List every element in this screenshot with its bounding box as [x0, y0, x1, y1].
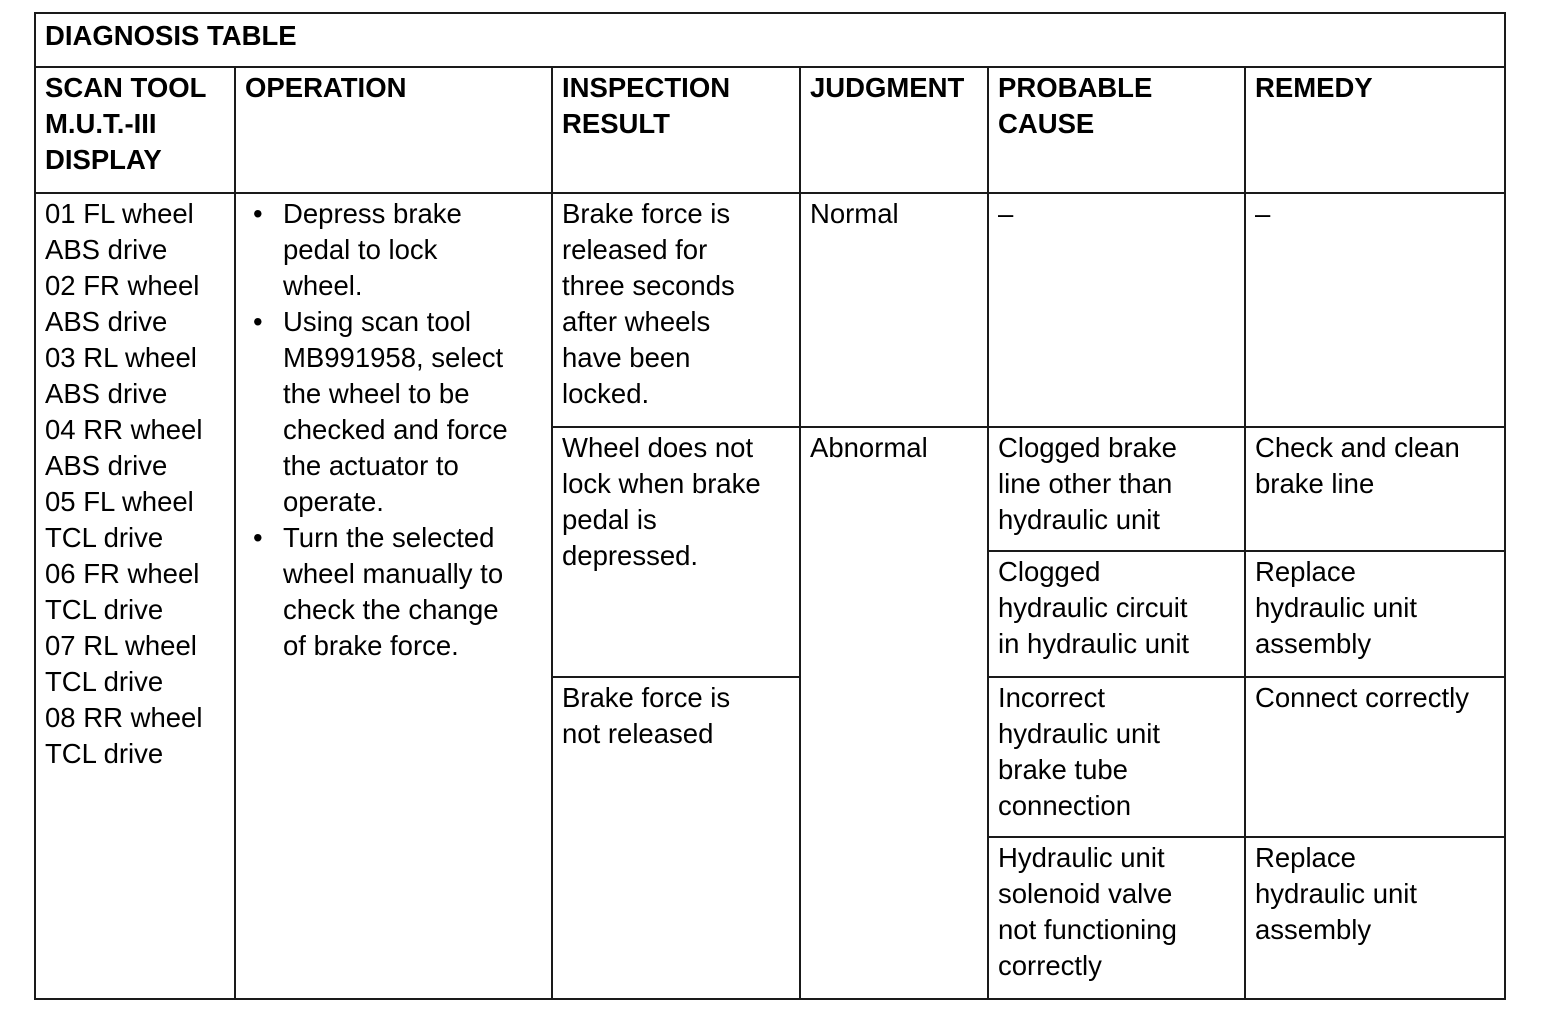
- cause-line: hydraulic unit: [998, 504, 1161, 535]
- cause-line: Incorrect: [998, 682, 1105, 713]
- cause-line: hydraulic unit: [998, 718, 1161, 749]
- scan-display-line: TCL drive: [45, 738, 164, 769]
- operation-line: check the change: [283, 594, 499, 625]
- operation-line: of brake force.: [283, 630, 459, 661]
- diagnosis-table: [34, 12, 1506, 1000]
- cause-cell: [988, 427, 1245, 551]
- result-line: after wheels: [562, 306, 711, 337]
- operation-line: MB991958, select: [283, 342, 504, 373]
- header-judgment: JUDGMENT: [800, 67, 988, 193]
- result-line: pedal is: [562, 504, 657, 535]
- remedy-line: hydraulic unit: [1255, 592, 1418, 623]
- cause-line: not functioning: [998, 914, 1177, 945]
- scan-display-line: TCL drive: [45, 666, 164, 697]
- remedy-cell: [1245, 551, 1505, 677]
- header-cause-line: CAUSE: [998, 108, 1095, 139]
- operation-step: [283, 304, 543, 520]
- header-inspection-line: INSPECTION: [562, 72, 731, 103]
- result-line: Brake force is: [562, 198, 731, 229]
- header-scan-tool-line: M.U.T.-III: [45, 108, 157, 139]
- cause-cell: [988, 677, 1245, 837]
- result-line: depressed.: [562, 540, 699, 571]
- scan-display-line: TCL drive: [45, 594, 164, 625]
- operation-line: pedal to lock: [283, 234, 438, 265]
- operation-line: • Depress brake: [283, 198, 462, 229]
- cause-normal: –: [988, 193, 1245, 427]
- cause-line: Clogged: [998, 556, 1101, 587]
- scan-display-line: 03 RL wheel: [45, 342, 197, 373]
- cause-line: correctly: [998, 950, 1102, 981]
- operation-line: • Using scan tool: [283, 306, 472, 337]
- operation-line: the actuator to: [283, 450, 459, 481]
- remedy-cell: [1245, 427, 1505, 551]
- remedy-line: Connect correctly: [1255, 682, 1469, 713]
- operation-line: the wheel to be: [283, 378, 470, 409]
- scan-display-line: 02 FR wheel: [45, 270, 200, 301]
- operation-line: • Turn the selected: [283, 522, 495, 553]
- cause-line: brake tube: [998, 754, 1128, 785]
- scan-display-line: ABS drive: [45, 234, 168, 265]
- remedy-line: hydraulic unit: [1255, 878, 1418, 909]
- cause-line: solenoid valve: [998, 878, 1173, 909]
- header-scan-tool-line: SCAN TOOL: [45, 72, 207, 103]
- scan-display-line: TCL drive: [45, 522, 164, 553]
- table-row: [35, 193, 1505, 427]
- operation-line: operate.: [283, 486, 384, 517]
- cause-line: line other than: [998, 468, 1173, 499]
- header-operation: OPERATION: [235, 67, 552, 193]
- header-inspection-result: [552, 67, 800, 193]
- header-remedy: REMEDY: [1245, 67, 1505, 193]
- result-line: Wheel does not: [562, 432, 754, 463]
- operation-step: [283, 520, 543, 664]
- remedy-normal: –: [1245, 193, 1505, 427]
- operation-step: [283, 196, 543, 304]
- scan-display-line: 08 RR wheel: [45, 702, 203, 733]
- remedy-line: Replace: [1255, 842, 1356, 873]
- header-scan-tool: [35, 67, 235, 193]
- judgment-normal: Normal: [800, 193, 988, 427]
- scan-display-line: 07 RL wheel: [45, 630, 197, 661]
- remedy-cell: [1245, 837, 1505, 999]
- remedy-line: assembly: [1255, 914, 1372, 945]
- scan-display-line: 04 RR wheel: [45, 414, 203, 445]
- header-scan-tool-line: DISPLAY: [45, 144, 162, 175]
- cause-line: hydraulic circuit: [998, 592, 1188, 623]
- scan-display-line: ABS drive: [45, 450, 168, 481]
- result-line: have been: [562, 342, 691, 373]
- operation-line: wheel.: [283, 270, 363, 301]
- header-probable-cause: [988, 67, 1245, 193]
- result-line: released for: [562, 234, 708, 265]
- operation-line: wheel manually to: [283, 558, 504, 589]
- cause-cell: [988, 837, 1245, 999]
- remedy-line: assembly: [1255, 628, 1372, 659]
- scan-display-line: ABS drive: [45, 306, 168, 337]
- judgment-abnormal: Abnormal: [800, 427, 988, 999]
- result-cell-normal: [552, 193, 800, 427]
- cause-line: Hydraulic unit: [998, 842, 1165, 873]
- result-cell-not-released: [552, 677, 800, 999]
- cause-cell: [988, 551, 1245, 677]
- remedy-line: Check and clean: [1255, 432, 1460, 463]
- table-title: DIAGNOSIS TABLE: [35, 13, 1505, 67]
- cause-line: in hydraulic unit: [998, 628, 1190, 659]
- cause-line: Clogged brake: [998, 432, 1177, 463]
- scan-display-line: 05 FL wheel: [45, 486, 194, 517]
- result-line: not released: [562, 718, 714, 749]
- result-line: locked.: [562, 378, 650, 409]
- remedy-cell: [1245, 677, 1505, 837]
- header-cause-line: PROBABLE: [998, 72, 1153, 103]
- cause-line: connection: [998, 790, 1132, 821]
- operation-list: [245, 196, 543, 664]
- result-line: Brake force is: [562, 682, 731, 713]
- scan-tool-display-cell: [35, 193, 235, 999]
- remedy-line: Replace: [1255, 556, 1356, 587]
- operation-cell: [235, 193, 552, 999]
- scan-display-line: 06 FR wheel: [45, 558, 200, 589]
- scan-display-line: 01 FL wheel: [45, 198, 194, 229]
- scan-display-line: ABS drive: [45, 378, 168, 409]
- result-cell-no-lock: [552, 427, 800, 677]
- result-line: lock when brake: [562, 468, 761, 499]
- operation-line: checked and force: [283, 414, 508, 445]
- remedy-line: brake line: [1255, 468, 1375, 499]
- header-inspection-line: RESULT: [562, 108, 670, 139]
- result-line: three seconds: [562, 270, 735, 301]
